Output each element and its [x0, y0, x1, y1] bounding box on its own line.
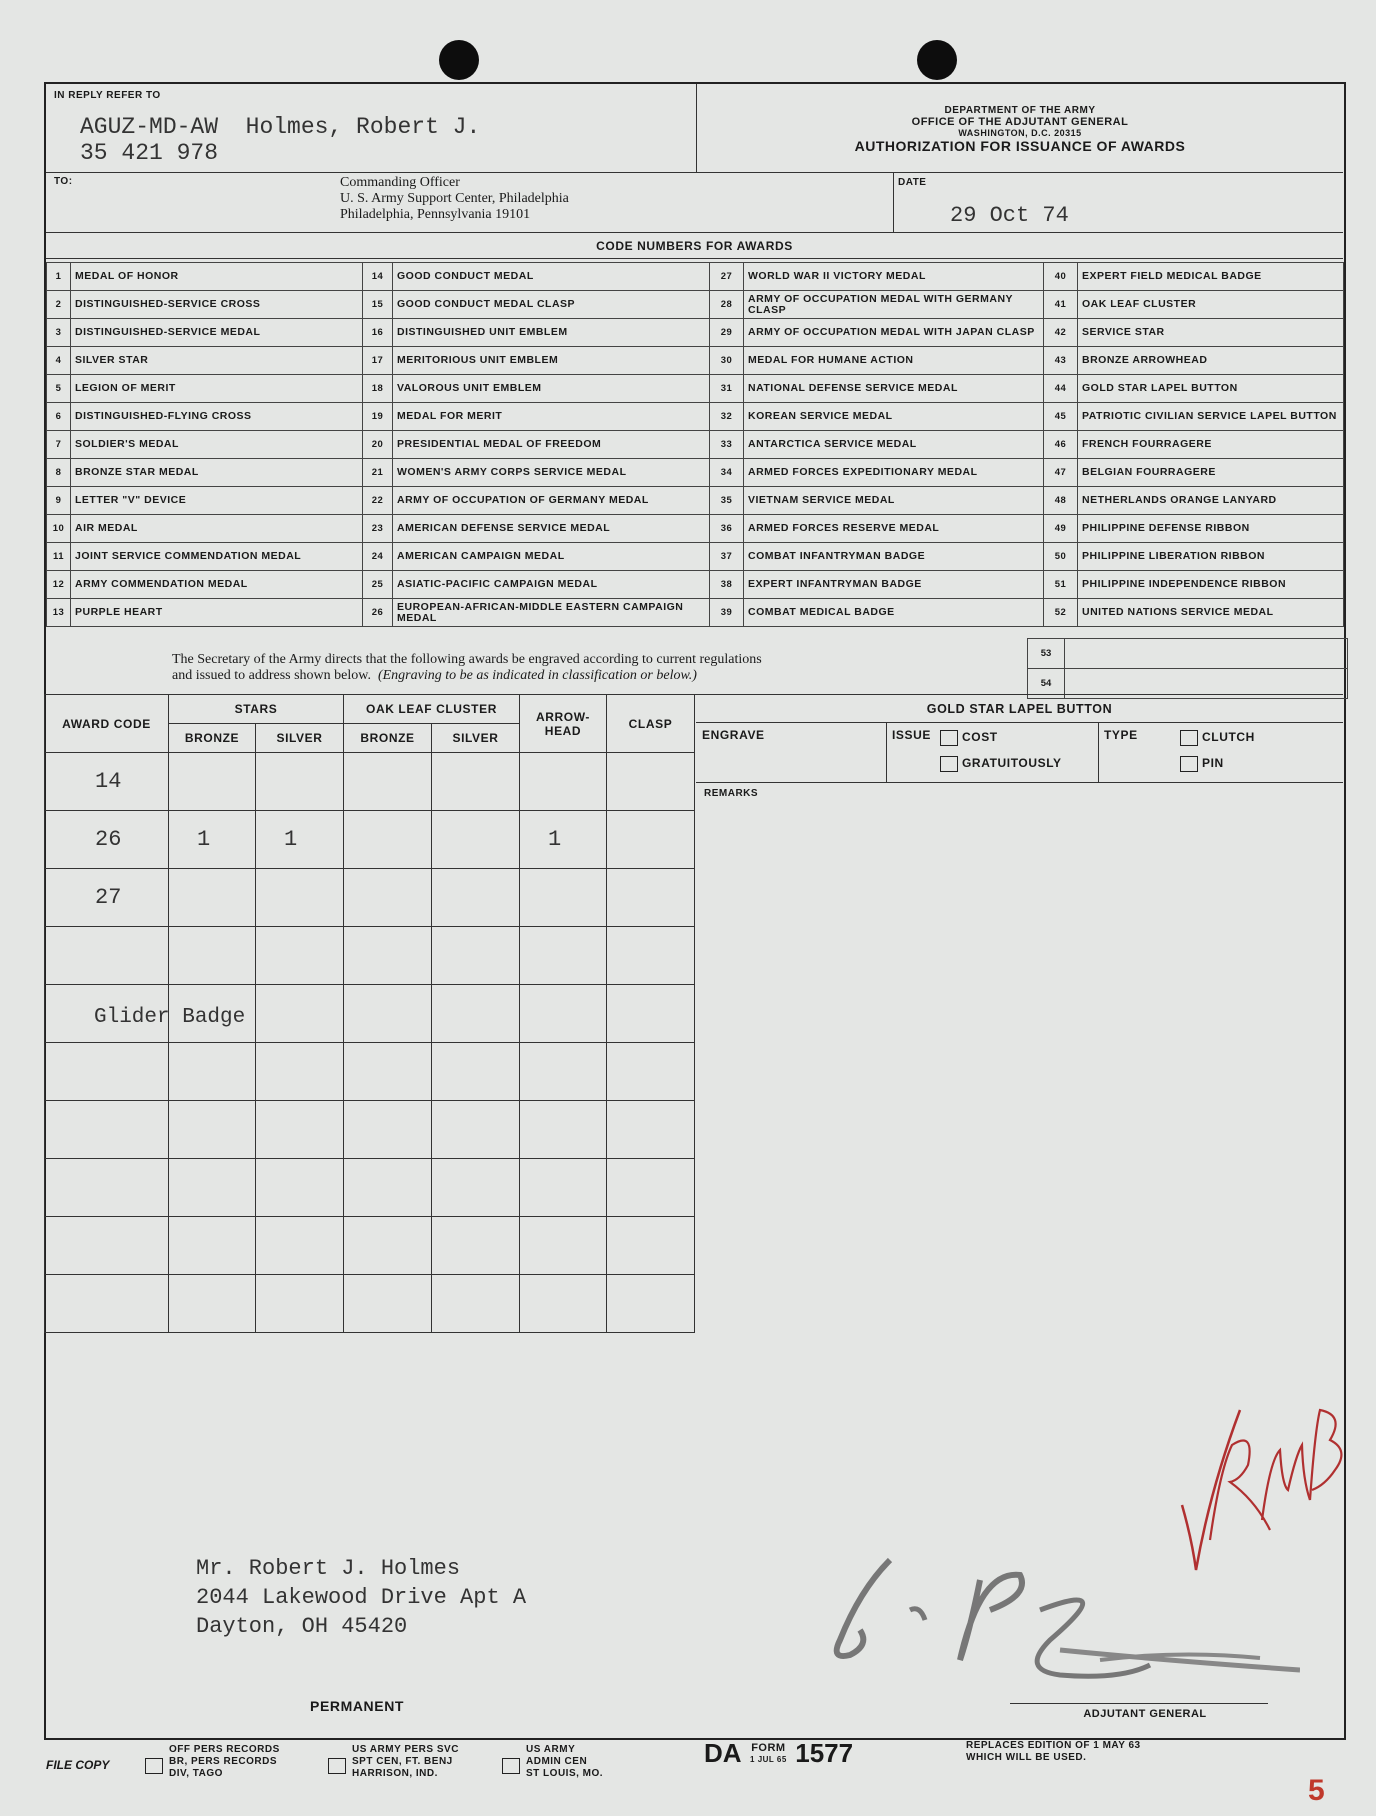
extra-code-54: 54	[1028, 669, 1065, 699]
code-award-name: COMBAT MEDICAL BADGE	[744, 599, 1044, 627]
code-number: 37	[710, 543, 744, 571]
gold-star-title: GOLD STAR LAPEL BUTTON	[926, 702, 1113, 716]
entry-stars-bronze[interactable]	[169, 1275, 256, 1333]
dept-line3: WASHINGTON, D.C. 20315	[958, 128, 1082, 138]
dept-line1: DEPARTMENT OF THE ARMY	[944, 105, 1096, 116]
extra-code-53: 53	[1028, 639, 1065, 669]
code-number: 52	[1044, 599, 1078, 627]
code-number: 15	[363, 291, 393, 319]
to-line2: U. S. Army Support Center, Philadelphia	[340, 191, 569, 206]
permanent-label: PERMANENT	[310, 1698, 405, 1714]
entry-clasp[interactable]	[607, 1159, 695, 1217]
clasp-header: CLASP	[607, 695, 695, 753]
entry-stars-bronze[interactable]	[169, 753, 256, 811]
code-award-name: DISTINGUISHED UNIT EMBLEM	[393, 319, 710, 347]
stars-header: STARS	[169, 695, 344, 724]
code-award-name: PRESIDENTIAL MEDAL OF FREEDOM	[393, 431, 710, 459]
code-number: 21	[363, 459, 393, 487]
adjutant-signature	[820, 1550, 1300, 1710]
replaces-line1: REPLACES EDITION OF 1 MAY 63	[966, 1740, 1141, 1751]
code-number: 27	[710, 263, 744, 291]
entry-oak-bronze[interactable]	[344, 811, 432, 869]
code-number: 9	[47, 487, 71, 515]
arrowhead-header-2: HEAD	[544, 723, 582, 738]
file-option-1[interactable]	[145, 1744, 280, 1780]
form-number: 1577	[795, 1738, 854, 1768]
entry-arrowhead[interactable]	[520, 1275, 607, 1333]
cost-checkbox[interactable]	[940, 730, 958, 746]
code-number: 47	[1044, 459, 1078, 487]
entry-clasp[interactable]	[607, 927, 695, 985]
entry-stars-silver[interactable]	[256, 753, 344, 811]
entry-oak-silver[interactable]	[432, 927, 520, 985]
entry-clasp[interactable]	[607, 753, 695, 811]
date-label: DATE	[898, 177, 927, 188]
code-number: 44	[1044, 375, 1078, 403]
code-number: 26	[363, 599, 393, 627]
code-award-name: PHILIPPINE LIBERATION RIBBON	[1078, 543, 1344, 571]
entry-stars-bronze[interactable]: 1	[169, 811, 256, 869]
entry-arrowhead[interactable]	[520, 753, 607, 811]
code-award-name: ASIATIC-PACIFIC CAMPAIGN MEDAL	[393, 571, 710, 599]
entry-code[interactable]: 26	[45, 811, 169, 869]
code-award-name: NATIONAL DEFENSE SERVICE MEDAL	[744, 375, 1044, 403]
remarks-label: REMARKS	[704, 788, 759, 799]
code-award-name: AIR MEDAL	[71, 515, 363, 543]
award-entry-row	[45, 927, 695, 985]
entry-code[interactable]	[45, 1217, 169, 1275]
opt2-line2: SPT CEN, FT. BENJ	[352, 1756, 453, 1767]
department-block	[780, 105, 1260, 154]
entry-clasp[interactable]	[607, 1275, 695, 1333]
entry-oak-bronze[interactable]	[344, 1043, 432, 1101]
code-number: 24	[363, 543, 393, 571]
opt3-line1: US ARMY	[526, 1744, 576, 1755]
code-number: 34	[710, 459, 744, 487]
code-award-name: PATRIOTIC CIVILIAN SERVICE LAPEL BUTTON	[1078, 403, 1344, 431]
entry-stars-silver[interactable]	[256, 1275, 344, 1333]
code-number: 25	[363, 571, 393, 599]
code-award-name: DISTINGUISHED-SERVICE CROSS	[71, 291, 363, 319]
punch-hole-left	[439, 40, 479, 80]
code-award-name: MEDAL OF HONOR	[71, 263, 363, 291]
entry-stars-silver[interactable]	[256, 1217, 344, 1275]
entry-stars-bronze[interactable]	[169, 1101, 256, 1159]
code-award-name: LETTER "V" DEVICE	[71, 487, 363, 515]
file-option-2-checkbox[interactable]	[328, 1758, 346, 1774]
code-row	[47, 459, 1344, 487]
code-number: 19	[363, 403, 393, 431]
code-number: 7	[47, 431, 71, 459]
entry-clasp[interactable]	[607, 1101, 695, 1159]
directive-line2-italic: (Engraving to be as indicated in classification or below.)	[377, 668, 697, 683]
entry-code[interactable]	[45, 927, 169, 985]
date-value: 29 Oct 74	[950, 203, 1069, 228]
entry-arrowhead[interactable]	[520, 1043, 607, 1101]
entry-code[interactable]: 14	[45, 753, 169, 811]
entry-stars-silver[interactable]	[256, 985, 344, 1043]
entry-arrowhead[interactable]	[520, 869, 607, 927]
issue-label: ISSUE	[892, 728, 932, 742]
code-award-name: UNITED NATIONS SERVICE MEDAL	[1078, 599, 1344, 627]
code-award-name: SOLDIER'S MEDAL	[71, 431, 363, 459]
code-award-name: GOOD CONDUCT MEDAL CLASP	[393, 291, 710, 319]
code-award-name: ARMY COMMENDATION MEDAL	[71, 571, 363, 599]
code-number: 18	[363, 375, 393, 403]
entry-stars-silver[interactable]: 1	[256, 811, 344, 869]
clutch-label: CLUTCH	[1202, 730, 1255, 745]
cost-label: COST	[962, 730, 998, 745]
oak-bronze-header: BRONZE	[344, 724, 432, 753]
code-award-name: PHILIPPINE DEFENSE RIBBON	[1078, 515, 1344, 543]
cost-option[interactable]	[940, 730, 998, 746]
code-award-name: ARMED FORCES RESERVE MEDAL	[744, 515, 1044, 543]
code-row	[47, 515, 1344, 543]
entry-clasp[interactable]	[607, 985, 695, 1043]
code-row	[47, 543, 1344, 571]
initials-text: RMB	[1170, 1390, 1173, 1391]
directive-line2-text: and issued to address shown below.	[172, 668, 371, 683]
da-label: DA	[704, 1738, 742, 1768]
code-number: 8	[47, 459, 71, 487]
code-award-name: MEDAL FOR HUMANE ACTION	[744, 347, 1044, 375]
code-number: 32	[710, 403, 744, 431]
code-number: 20	[363, 431, 393, 459]
code-row	[47, 599, 1344, 627]
code-award-name: LEGION OF MERIT	[71, 375, 363, 403]
code-award-name: AMERICAN DEFENSE SERVICE MEDAL	[393, 515, 710, 543]
code-award-name: EUROPEAN-AFRICAN-MIDDLE EASTERN CAMPAIGN MEDAL	[393, 599, 710, 627]
form-number-block	[704, 1738, 853, 1769]
code-number: 17	[363, 347, 393, 375]
reply-ref-code: AGUZ-MD-AW	[80, 114, 219, 140]
code-award-name: EXPERT FIELD MEDICAL BADGE	[1078, 263, 1344, 291]
extra-codes-table	[1027, 638, 1348, 699]
entry-clasp[interactable]	[607, 811, 695, 869]
code-number: 38	[710, 571, 744, 599]
stars-silver-header: SILVER	[256, 724, 344, 753]
code-number: 33	[710, 431, 744, 459]
opt2-line1: US ARMY PERS SVC	[352, 1744, 459, 1755]
entry-code[interactable]	[45, 1159, 169, 1217]
code-number: 39	[710, 599, 744, 627]
stars-bronze-header: BRONZE	[169, 724, 256, 753]
mailing-address	[196, 1554, 526, 1641]
to-line3: Philadelphia, Pennsylvania 19101	[340, 207, 531, 222]
opt1-line3: DIV, TAGO	[169, 1768, 223, 1779]
code-award-name: BELGIAN FOURRAGERE	[1078, 459, 1344, 487]
page-number: 5	[1308, 1774, 1325, 1807]
code-award-name: WORLD WAR II VICTORY MEDAL	[744, 263, 1044, 291]
entry-arrowhead[interactable]: 1	[520, 811, 607, 869]
pin-label: PIN	[1202, 756, 1224, 771]
entry-arrowhead[interactable]	[520, 927, 607, 985]
code-row	[47, 403, 1344, 431]
gratuitously-checkbox[interactable]	[940, 756, 958, 772]
entry-oak-silver[interactable]	[432, 1043, 520, 1101]
code-award-name: MERITORIOUS UNIT EMBLEM	[393, 347, 710, 375]
gratuitously-option[interactable]	[940, 756, 1062, 772]
opt2-line3: HARRISON, IND.	[352, 1768, 438, 1779]
oak-leaf-header: OAK LEAF CLUSTER	[344, 695, 520, 724]
code-number: 11	[47, 543, 71, 571]
code-award-name: ARMY OF OCCUPATION OF GERMANY MEDAL	[393, 487, 710, 515]
code-award-name: JOINT SERVICE COMMENDATION MEDAL	[71, 543, 363, 571]
code-award-name: GOOD CONDUCT MEDAL	[393, 263, 710, 291]
code-award-name: FRENCH FOURRAGERE	[1078, 431, 1344, 459]
opt3-line2: ADMIN CEN	[526, 1756, 588, 1767]
glider-badge-note: Glider Badge	[94, 1006, 246, 1029]
code-number: 10	[47, 515, 71, 543]
code-number: 48	[1044, 487, 1078, 515]
code-number: 3	[47, 319, 71, 347]
address-line2: 2044 Lakewood Drive Apt A	[196, 1585, 527, 1610]
code-number: 36	[710, 515, 744, 543]
entry-code[interactable]: 27	[45, 869, 169, 927]
entry-oak-bronze[interactable]	[344, 927, 432, 985]
entry-oak-bronze[interactable]	[344, 869, 432, 927]
pin-option[interactable]	[1180, 756, 1224, 772]
entry-arrowhead[interactable]	[520, 1159, 607, 1217]
entry-oak-bronze[interactable]	[344, 1275, 432, 1333]
code-number: 22	[363, 487, 393, 515]
replaces-note	[966, 1740, 1141, 1764]
entry-oak-silver[interactable]	[432, 869, 520, 927]
arrowhead-header-1: ARROW-	[535, 709, 590, 724]
to-address	[340, 175, 569, 223]
code-number: 42	[1044, 319, 1078, 347]
code-award-name: DISTINGUISHED-SERVICE MEDAL	[71, 319, 363, 347]
directive-line1: The Secretary of the Army directs that the following awards be engraved according to current regulations	[172, 652, 762, 667]
entry-stars-bronze[interactable]	[169, 1217, 256, 1275]
code-number: 31	[710, 375, 744, 403]
code-award-name: ARMY OF OCCUPATION MEDAL WITH JAPAN CLASP	[744, 319, 1044, 347]
code-number: 1	[47, 263, 71, 291]
code-number: 45	[1044, 403, 1078, 431]
service-number: 35 421 978	[80, 140, 219, 166]
entry-oak-silver[interactable]	[432, 1217, 520, 1275]
award-entry-row	[45, 1101, 695, 1159]
code-number: 51	[1044, 571, 1078, 599]
code-number: 35	[710, 487, 744, 515]
code-row	[47, 375, 1344, 403]
oak-silver-header: SILVER	[432, 724, 520, 753]
form-word: FORM	[751, 1741, 786, 1754]
code-number: 41	[1044, 291, 1078, 319]
code-award-name: ARMY OF OCCUPATION MEDAL WITH GERMANY CLASP	[744, 291, 1044, 319]
directive-text	[172, 652, 762, 684]
code-award-name: VIETNAM SERVICE MEDAL	[744, 487, 1044, 515]
code-award-name: SILVER STAR	[71, 347, 363, 375]
code-number: 2	[47, 291, 71, 319]
award-codes-table	[46, 262, 1344, 627]
replaces-line2: WHICH WILL BE USED.	[966, 1752, 1087, 1763]
code-number: 29	[710, 319, 744, 347]
entry-stars-bronze[interactable]	[169, 927, 256, 985]
entry-oak-bronze[interactable]	[344, 1101, 432, 1159]
dept-line2: OFFICE OF THE ADJUTANT GENERAL	[911, 116, 1129, 128]
code-number: 28	[710, 291, 744, 319]
to-label: TO:	[54, 176, 73, 187]
address-line1: Mr. Robert J. Holmes	[196, 1556, 461, 1581]
entry-clasp[interactable]	[607, 1043, 695, 1101]
code-number: 23	[363, 515, 393, 543]
code-row	[47, 431, 1344, 459]
gratuitously-label: GRATUITOUSLY	[962, 756, 1062, 771]
entry-clasp[interactable]	[607, 1217, 695, 1275]
entry-stars-silver[interactable]	[256, 1159, 344, 1217]
entry-oak-bronze[interactable]	[344, 753, 432, 811]
award-entry-row	[45, 1043, 695, 1101]
entry-oak-silver[interactable]	[432, 1101, 520, 1159]
opt1-line1: OFF PERS RECORDS	[169, 1744, 280, 1755]
entry-stars-bronze[interactable]	[169, 1043, 256, 1101]
file-option-3-checkbox[interactable]	[502, 1758, 520, 1774]
entry-arrowhead[interactable]	[520, 1101, 607, 1159]
reply-reference	[80, 114, 480, 140]
code-award-name: OAK LEAF CLUSTER	[1078, 291, 1344, 319]
type-label: TYPE	[1104, 728, 1138, 742]
entry-stars-silver[interactable]	[256, 1101, 344, 1159]
code-number: 40	[1044, 263, 1078, 291]
entry-oak-bronze[interactable]	[344, 985, 432, 1043]
code-award-name: WOMEN'S ARMY CORPS SERVICE MEDAL	[393, 459, 710, 487]
codes-title: CODE NUMBERS FOR AWARDS	[596, 239, 793, 253]
entry-code[interactable]	[45, 1043, 169, 1101]
entry-code[interactable]	[45, 1275, 169, 1333]
entry-stars-silver[interactable]	[256, 869, 344, 927]
entry-code[interactable]	[45, 1101, 169, 1159]
code-award-name: ARMED FORCES EXPEDITIONARY MEDAL	[744, 459, 1044, 487]
entry-oak-silver[interactable]	[432, 1159, 520, 1217]
code-number: 49	[1044, 515, 1078, 543]
entry-arrowhead[interactable]	[520, 985, 607, 1043]
soldier-name: Holmes, Robert J.	[245, 114, 481, 140]
code-row	[47, 319, 1344, 347]
code-award-name: AMERICAN CAMPAIGN MEDAL	[393, 543, 710, 571]
entry-stars-bronze[interactable]	[169, 1159, 256, 1217]
code-number: 6	[47, 403, 71, 431]
entry-stars-silver[interactable]	[256, 1043, 344, 1101]
form-title: AUTHORIZATION FOR ISSUANCE OF AWARDS	[854, 138, 1186, 154]
code-number: 13	[47, 599, 71, 627]
code-award-name: DISTINGUISHED-FLYING CROSS	[71, 403, 363, 431]
code-number: 16	[363, 319, 393, 347]
code-award-name: KOREAN SERVICE MEDAL	[744, 403, 1044, 431]
punch-hole-right	[917, 40, 957, 80]
opt1-line2: BR, PERS RECORDS	[169, 1756, 278, 1767]
code-award-name: ANTARCTICA SERVICE MEDAL	[744, 431, 1044, 459]
file-option-1-checkbox[interactable]	[145, 1758, 163, 1774]
directive-line2	[172, 668, 762, 684]
clutch-option[interactable]	[1180, 730, 1255, 746]
code-row	[47, 263, 1344, 291]
engrave-label: ENGRAVE	[702, 728, 765, 742]
entry-stars-bronze[interactable]	[169, 869, 256, 927]
code-number: 12	[47, 571, 71, 599]
code-row	[47, 571, 1344, 599]
code-award-name: BRONZE ARROWHEAD	[1078, 347, 1344, 375]
award-entry-row	[45, 1159, 695, 1217]
arrowhead-header	[520, 695, 607, 753]
award-entry-row	[45, 753, 695, 811]
address-line3: Dayton, OH 45420	[196, 1614, 408, 1639]
code-award-name: PHILIPPINE INDEPENDENCE RIBBON	[1078, 571, 1344, 599]
entry-oak-silver[interactable]	[432, 1275, 520, 1333]
award-entry-row	[45, 869, 695, 927]
code-award-name: MEDAL FOR MERIT	[393, 403, 710, 431]
entry-arrowhead[interactable]	[520, 1217, 607, 1275]
code-number: 14	[363, 263, 393, 291]
code-row	[47, 487, 1344, 515]
file-copy-label: FILE COPY	[46, 1758, 110, 1772]
clutch-checkbox[interactable]	[1180, 730, 1198, 746]
file-option-2[interactable]	[328, 1744, 459, 1780]
entry-clasp[interactable]	[607, 869, 695, 927]
code-award-name: BRONZE STAR MEDAL	[71, 459, 363, 487]
code-number: 4	[47, 347, 71, 375]
award-code-header: AWARD CODE	[45, 695, 169, 753]
entry-oak-bronze[interactable]	[344, 1217, 432, 1275]
award-entry-row	[45, 811, 695, 869]
code-award-name: EXPERT INFANTRYMAN BADGE	[744, 571, 1044, 599]
opt3-line3: ST LOUIS, MO.	[526, 1768, 604, 1779]
entry-oak-silver[interactable]	[432, 753, 520, 811]
pin-checkbox[interactable]	[1180, 756, 1198, 772]
entry-oak-bronze[interactable]	[344, 1159, 432, 1217]
code-row	[47, 291, 1344, 319]
entry-stars-silver[interactable]	[256, 927, 344, 985]
reply-label: IN REPLY REFER TO	[54, 90, 161, 101]
entry-oak-silver[interactable]	[432, 985, 520, 1043]
code-row	[47, 347, 1344, 375]
file-option-3[interactable]	[502, 1744, 603, 1780]
code-award-name: PURPLE HEART	[71, 599, 363, 627]
code-number: 50	[1044, 543, 1078, 571]
award-entry-row	[45, 1275, 695, 1333]
adjutant-general-label: ADJUTANT GENERAL	[1083, 1708, 1207, 1720]
code-award-name: VALOROUS UNIT EMBLEM	[393, 375, 710, 403]
code-award-name: GOLD STAR LAPEL BUTTON	[1078, 375, 1344, 403]
code-number: 30	[710, 347, 744, 375]
to-line1: Commanding Officer	[340, 175, 460, 190]
form-date: 1 JUL 65	[750, 1754, 787, 1764]
code-number: 46	[1044, 431, 1078, 459]
code-number: 43	[1044, 347, 1078, 375]
entry-oak-silver[interactable]	[432, 811, 520, 869]
code-award-name: SERVICE STAR	[1078, 319, 1344, 347]
code-number: 5	[47, 375, 71, 403]
award-entry-row	[45, 1217, 695, 1275]
code-award-name: NETHERLANDS ORANGE LANYARD	[1078, 487, 1344, 515]
code-award-name: COMBAT INFANTRYMAN BADGE	[744, 543, 1044, 571]
